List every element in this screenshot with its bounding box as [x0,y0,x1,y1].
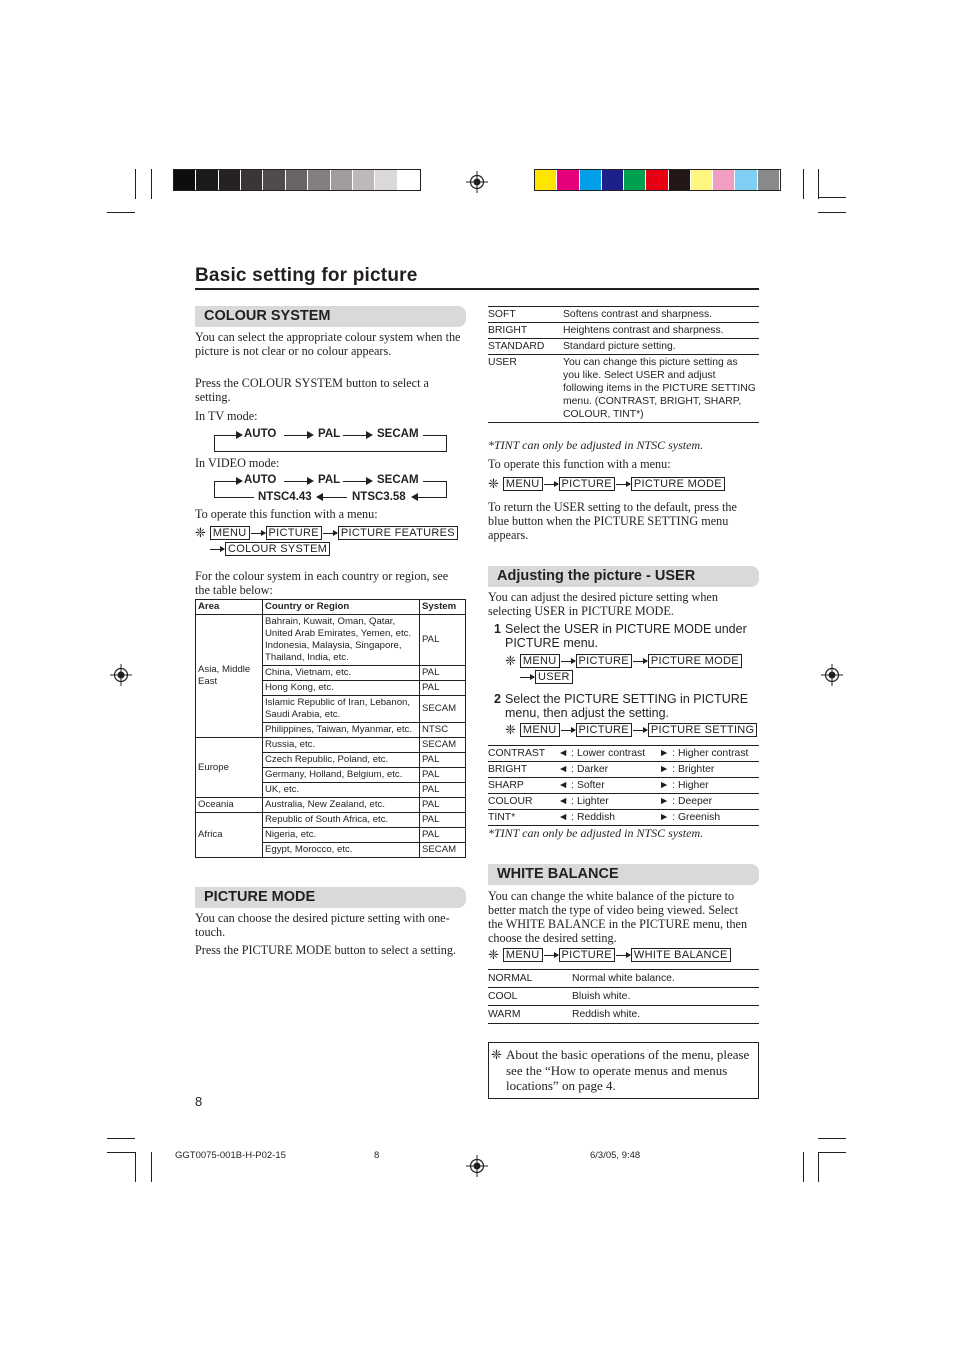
crop-mark [135,1152,136,1182]
menu-star-icon: ❈ [488,476,499,491]
menu-star-icon: ❈ [491,1047,502,1062]
wb-name: NORMAL [488,970,572,988]
flow-loop [418,497,447,498]
picture-mode-table [488,307,759,423]
menu-star-icon: ❈ [505,653,516,668]
mode-name: BRIGHT [488,323,563,339]
flow-arrow [284,435,308,436]
list-item [488,778,759,794]
registration-mark-icon [821,664,843,686]
system-cell: PAL [420,681,466,696]
crop-mark [803,169,804,199]
setting-name: CONTRAST [488,746,558,762]
flow-arrowhead [316,493,323,501]
colour-system-heading: COLOUR SYSTEM [195,306,466,327]
settings-tint-note: *TINT can only be adjusted in NTSC system. [488,826,704,840]
table-row [196,738,466,753]
country-cell: UK, etc. [263,783,420,798]
list-item [488,970,759,988]
white-balance-intro: You can change the white balance of the picture to better match the type of video being viewed. Select the WHITE BALANCE in the PICTURE menu, then choose the desired setting. [488,889,748,945]
system-cell: PAL [420,828,466,843]
page-title: Basic setting for picture [195,265,418,286]
flow-arrow [343,481,367,482]
gray-swatch [286,170,308,190]
setting-name: TINT* [488,810,558,826]
system-cell: PAL [420,615,466,666]
step-2-menu-path [505,722,757,738]
setting-decrease: ◄ : Darker [558,762,659,778]
adjusting-user-heading: Adjusting the picture - USER [488,566,759,587]
crop-mark [818,1152,846,1153]
flow-loop [214,497,254,498]
menu-box: MENU [210,526,250,540]
flow-loop [423,481,447,482]
registration-mark-icon [466,171,488,193]
setting-increase: ► : Greenish [659,810,759,826]
table-row [196,615,466,666]
tv-mode-label: In TV mode: [195,409,258,423]
list-item [488,794,759,810]
footer-file-id: GGT0075-001B-H-P02-15 [175,1150,286,1161]
arrow-icon [544,484,558,485]
arrow-icon [520,677,534,678]
country-cell: Republic of South Africa, etc. [263,813,420,828]
white-balance-heading: WHITE BALANCE [488,864,759,885]
gray-swatch [308,170,330,190]
white-balance-menu-path [488,947,731,963]
country-cell: Islamic Republic of Iran, Lebanon, Saudi Arabia, etc. [263,696,420,723]
flow-arrowhead [411,493,418,501]
colour-system-intro: You can select the appropriate colour system when the picture is not clear or no colour appears. [195,330,461,358]
step-2-text: Select the PICTURE SETTING in PICTURE menu, then adjust the setting. [505,692,749,720]
list-item [488,307,759,323]
colour-system-press: Press the COLOUR SYSTEM button to select a setting. [195,376,429,404]
menu-footnote-box [488,1042,759,1099]
color-swatch [535,170,557,190]
flow-loop [423,435,447,436]
crop-mark [107,212,135,213]
grayscale-calibration-bar [173,169,421,191]
colour-system-table [195,599,466,858]
page-number: 8 [195,1094,203,1109]
video-mode-label: In VIDEO mode: [195,456,280,470]
picture-settings-table [488,746,759,826]
step-1-menu-path [505,653,742,669]
flow-secam: SECAM [377,428,419,440]
flow-arrow [323,497,347,498]
crop-mark [107,1138,135,1139]
mode-desc: Standard picture setting. [563,339,759,355]
color-swatch [602,170,624,190]
flow-arrowhead [236,431,243,439]
flow-loop [446,481,447,497]
wb-desc: Bluish white. [572,988,759,1006]
setting-decrease: ◄ : Lower contrast [558,746,659,762]
flow-secam: SECAM [377,474,419,486]
colour-system-menu-path-2 [209,542,330,556]
country-cell: Egypt, Morocco, etc. [263,843,420,858]
color-swatch [735,170,757,190]
mode-desc: Heightens contrast and sharpness. [563,323,759,339]
crop-mark [818,1138,846,1139]
footnote-text: About the basic operations of the menu, please see the “How to operate menus and menus locations” on page 4. [506,1047,750,1093]
adjusting-user-intro: You can adjust the desired picture setting when selecting USER in PICTURE MODE. [488,590,718,618]
setting-decrease: ◄ : Reddish [558,810,659,826]
menu-box: COLOUR SYSTEM [225,542,330,556]
gray-swatch [331,170,353,190]
setting-name: BRIGHT [488,762,558,778]
menu-box: PICTURE [559,477,615,491]
menu-box: PICTURE MODE [631,477,725,491]
setting-increase: ► : Higher [659,778,759,794]
flow-loop [214,481,236,482]
table-row [196,798,466,813]
menu-box: PICTURE FEATURES [338,526,458,540]
gray-swatch [353,170,375,190]
gray-swatch [241,170,263,190]
flow-arrowhead [307,477,314,485]
country-cell: Czech Republic, Poland, etc. [263,753,420,768]
arrow-icon [210,549,224,550]
flow-pal: PAL [318,474,341,486]
country-cell: Russia, etc. [263,738,420,753]
footer-date: 6/3/05, 9:48 [590,1150,641,1161]
list-item [488,323,759,339]
menu-box: PICTURE [559,948,615,962]
menu-box: PICTURE SETTING [648,723,758,737]
country-cell: Nigeria, etc. [263,828,420,843]
picture-mode-press: Press the PICTURE MODE button to select a setting. [195,943,456,957]
list-item [488,355,759,423]
setting-increase: ► : Brighter [659,762,759,778]
arrow-icon [561,730,575,731]
list-item [488,762,759,778]
arrow-icon [633,730,647,731]
menu-star-icon: ❈ [195,525,206,540]
setting-name: COLOUR [488,794,558,810]
country-cell: Australia, New Zealand, etc. [263,798,420,813]
arrow-icon [323,533,337,534]
menu-star-icon: ❈ [505,722,516,737]
colour-table-intro: For the colour system in each country or region, see the table below: [195,569,449,597]
flow-auto: AUTO [244,428,277,440]
menu-box: USER [535,670,573,684]
color-swatch [580,170,602,190]
menu-box: MENU [503,948,543,962]
flow-arrowhead [307,431,314,439]
menu-box: WHITE BALANCE [631,948,731,962]
step-1-number: 1 [494,622,501,636]
flow-loop [446,435,447,451]
menu-box: PICTURE MODE [648,654,742,668]
system-cell: SECAM [420,738,466,753]
color-swatch [669,170,691,190]
setting-increase: ► : Deeper [659,794,759,810]
menu-box: MENU [520,723,560,737]
mode-name: USER [488,355,563,423]
crop-mark [151,1152,152,1182]
system-cell: PAL [420,798,466,813]
country-cell: Germany, Holland, Belgium, etc. [263,768,420,783]
col-header-area: Area [196,600,263,615]
menu-box: PICTURE [576,723,632,737]
area-cell: Oceania [196,798,263,813]
system-cell: NTSC [420,723,466,738]
step-2-number: 2 [494,692,501,706]
setting-name: SHARP [488,778,558,794]
mode-menu-intro: To operate this function with a menu: [488,457,671,471]
flow-arrowhead [366,431,373,439]
crop-mark [818,197,846,198]
crop-mark [107,1152,135,1153]
system-cell: PAL [420,783,466,798]
gray-swatch [219,170,241,190]
flow-loop [214,435,215,451]
mode-return-note: To return the USER setting to the default, press the blue button when the PICTURE SETTING menu appears. [488,500,737,542]
wb-desc: Reddish white. [572,1006,759,1024]
color-swatch [557,170,579,190]
picture-mode-intro: You can choose the desired picture setting with one-touch. [195,911,450,939]
menu-box: PICTURE [576,654,632,668]
step-1-menu-path-2 [519,670,573,684]
crop-mark [151,169,152,199]
gray-swatch [398,170,420,190]
area-cell: Africa [196,813,263,858]
list-item [488,1006,759,1024]
crop-mark [818,1152,819,1182]
area-cell: Asia, Middle East [196,615,263,738]
flow-arrowhead [366,477,373,485]
mode-name: STANDARD [488,339,563,355]
mode-desc: You can change this picture setting as you like. Select USER and adjust following items in the PICTURE SETTING menu. (CONTRAST, BRIGHT, SHARP, COLOUR, TINT*) [563,355,759,423]
setting-increase: ► : Higher contrast [659,746,759,762]
arrow-icon [616,955,630,956]
gray-swatch [196,170,218,190]
colour-system-menu-path [195,525,458,541]
menu-box: PICTURE [266,526,322,540]
flow-auto: AUTO [244,474,277,486]
crop-mark [818,169,819,199]
picture-mode-menu-path [488,476,725,492]
menu-star-icon: ❈ [488,947,499,962]
country-cell: Bahrain, Kuwait, Oman, Qatar, United Arab Emirates, Yemen, etc. Indonesia, Malaysia, Singapore, Thailand, India, etc. [263,615,420,666]
flow-arrowhead [236,477,243,485]
system-cell: SECAM [420,843,466,858]
wb-name: WARM [488,1006,572,1024]
footer-page: 8 [374,1150,380,1161]
colour-menu-intro: To operate this function with a menu: [195,507,378,521]
gray-swatch [174,170,196,190]
registration-mark-icon [110,664,132,686]
crop-mark [803,1152,804,1182]
col-header-system: System [420,600,466,615]
color-swatch [646,170,668,190]
list-item [488,746,759,762]
flow-ntsc358: NTSC3.58 [352,491,406,503]
white-balance-table [488,970,759,1024]
wb-name: COOL [488,988,572,1006]
menu-box: MENU [503,477,543,491]
mode-name: SOFT [488,307,563,323]
country-cell: Hong Kong, etc. [263,681,420,696]
gray-swatch [263,170,285,190]
gray-swatch [375,170,397,190]
table-row [196,813,466,828]
system-cell: PAL [420,666,466,681]
arrow-icon [616,484,630,485]
flow-ntsc443: NTSC4.43 [258,491,312,503]
flow-arrow [343,435,367,436]
color-swatch [691,170,713,190]
country-cell: China, Vietnam, etc. [263,666,420,681]
color-swatch [758,170,780,190]
list-item [488,988,759,1006]
table-header-row [196,600,466,615]
arrow-icon [561,661,575,662]
arrow-icon [251,533,265,534]
color-swatch [624,170,646,190]
wb-desc: Normal white balance. [572,970,759,988]
area-cell: Europe [196,738,263,798]
flow-loop [214,451,447,452]
list-item [488,339,759,355]
registration-mark-icon [466,1155,488,1177]
color-swatch [713,170,735,190]
setting-decrease: ◄ : Softer [558,778,659,794]
system-cell: SECAM [420,696,466,723]
mode-desc: Softens contrast and sharpness. [563,307,759,323]
country-cell: Philippines, Taiwan, Myanmar, etc. [263,723,420,738]
menu-box: MENU [520,654,560,668]
color-calibration-bar [534,169,781,191]
flow-pal: PAL [318,428,341,440]
title-rule [195,288,759,290]
flow-loop [214,435,236,436]
col-header-country: Country or Region [263,600,420,615]
system-cell: PAL [420,813,466,828]
crop-mark [135,169,136,199]
list-item [488,810,759,826]
flow-loop [214,481,215,497]
system-cell: PAL [420,753,466,768]
system-cell: PAL [420,768,466,783]
crop-mark [818,212,846,213]
step-1-text: Select the USER in PICTURE MODE under PICTURE menu. [505,622,747,650]
picture-mode-heading: PICTURE MODE [195,887,466,908]
mode-tint-note: *TINT can only be adjusted in NTSC system. [488,438,704,452]
setting-decrease: ◄ : Lighter [558,794,659,810]
flow-arrow [284,481,308,482]
arrow-icon [544,955,558,956]
arrow-icon [633,661,647,662]
